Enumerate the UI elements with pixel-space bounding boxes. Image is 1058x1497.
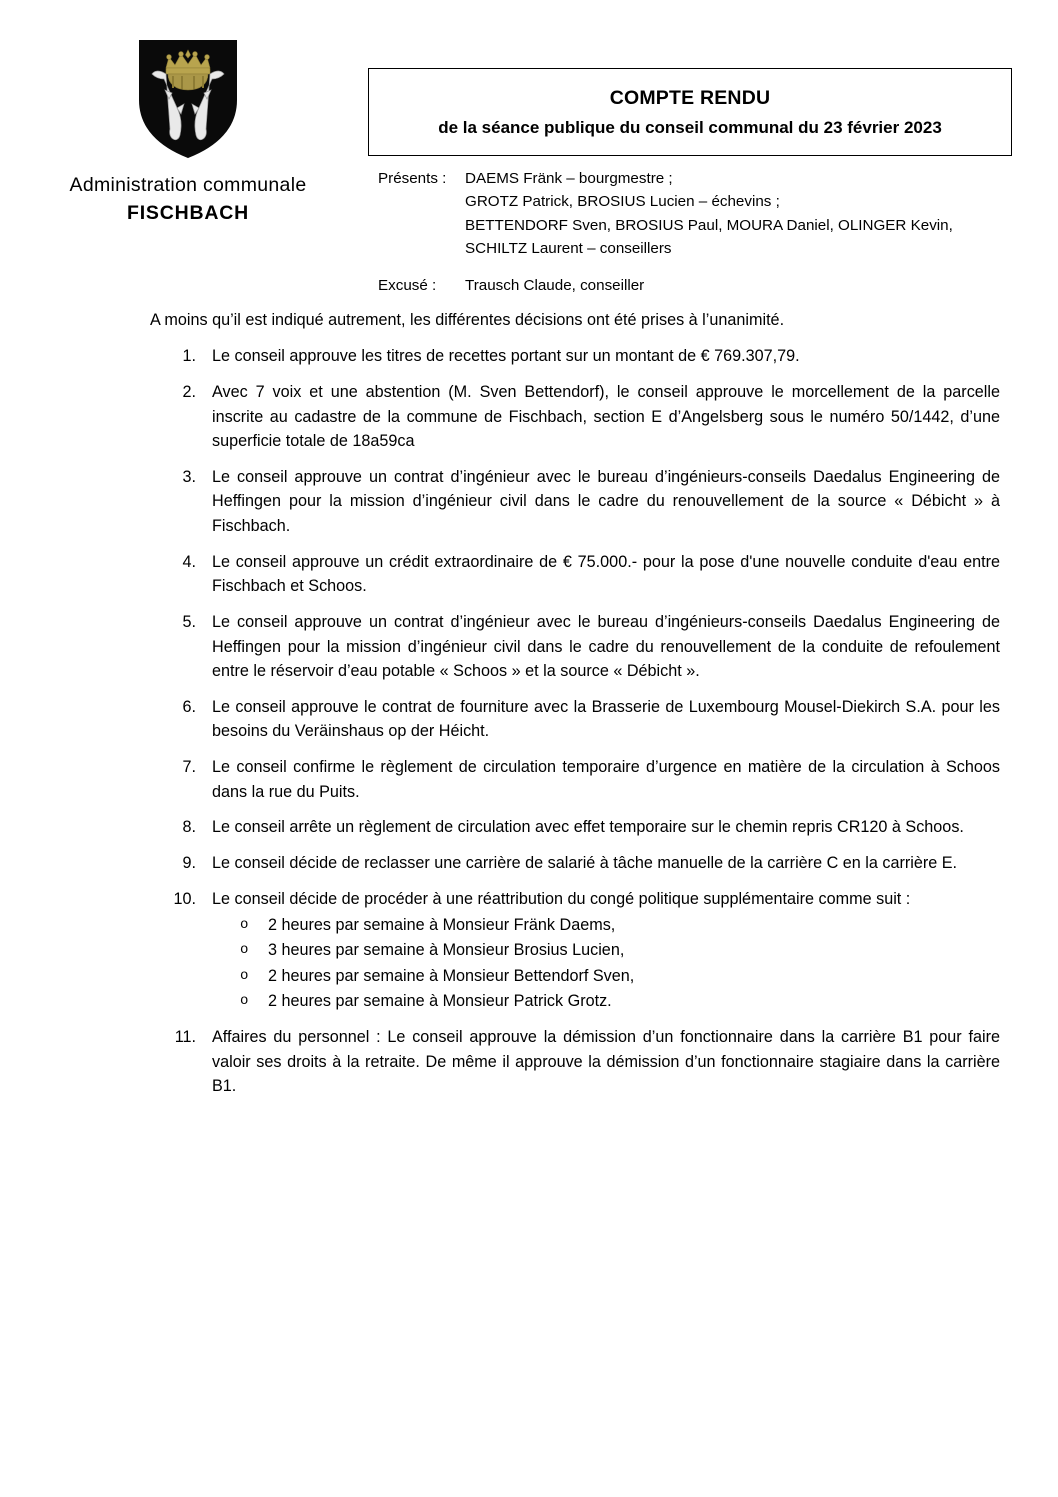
document-subtitle: de la séance publique du conseil communal du 23 février 2023 xyxy=(438,117,942,137)
decision-text: Le conseil approuve les titres de recettes portant sur un montant de € 769.307,79. xyxy=(212,347,800,366)
attendee-line: Trausch Claude, conseiller xyxy=(465,277,645,294)
attendance-row-excused xyxy=(378,274,1018,297)
attendee-line: GROTZ Patrick, BROSIUS Lucien – échevins ; xyxy=(465,193,780,211)
decision-text: Le conseil approuve un contrat d’ingénieur avec le bureau d’ingénieurs-conseils Daedalus Engineering de Heffingen pour la mission d’ingénieur civil dans le cadre du renouvellement de la source « Débicht » à Fischbach. xyxy=(212,467,1000,536)
commune-name xyxy=(38,172,338,227)
circle-bullet-icon: o xyxy=(240,967,249,984)
commune-line-2: FISCHBACH xyxy=(126,201,250,224)
sub-item xyxy=(212,938,1000,963)
document-title-box xyxy=(368,68,1012,156)
decision-text: Le conseil approuve le contrat de fourniture avec la Brasserie de Luxembourg Mousel-Diekirch S.A. pour les besoins du Veräinshaus op der Héicht. xyxy=(212,697,1000,741)
decision-text: Le conseil décide de procéder à une réattribution du congé politique supplémentaire comme suit : xyxy=(212,889,911,908)
commune-identity-block xyxy=(38,38,338,227)
attendee-line: DAEMS Fränk – bourgmestre ; xyxy=(465,170,673,187)
attendance-label-present: Présents : xyxy=(378,170,447,187)
attendee-line: BETTENDORF Sven, BROSIUS Paul, MOURA Daniel, OLINGER Kevin, xyxy=(465,216,953,234)
decision-item xyxy=(150,465,1000,539)
attendance-value-excused xyxy=(465,274,1018,297)
sub-item-text: 2 heures par semaine à Monsieur Bettendorf Sven, xyxy=(268,966,635,985)
decision-item xyxy=(150,610,1000,684)
decision-text: Avec 7 voix et une abstention (M. Sven Bettendorf), le conseil approuve le morcellement de la parcelle inscrite au cadastre de la commune de Fischbach, section E d’Angelsberg sous le numéro 50/1442, d’une superficie totale de 18a59ca xyxy=(212,382,1000,451)
decision-item xyxy=(150,887,1000,1015)
attendance-value-present xyxy=(465,167,1018,260)
decision-item xyxy=(150,550,1000,599)
decision-text: Le conseil confirme le règlement de circulation temporaire d’urgence en matière de la circulation à Schoos dans la rue du Puits. xyxy=(212,758,1000,801)
decision-text: Le conseil décide de reclasser une carrière de salarié à tâche manuelle de la carrière C en la carrière E. xyxy=(212,853,958,872)
attendance-row-present xyxy=(378,167,1018,260)
decision-text: Le conseil approuve un contrat d’ingénieur avec le bureau d’ingénieurs-conseils Daedalus Engineering de Heffingen pour la mission d’ingénieur civil dans le cadre du renouvellement de la conduite de refoulement entre le réservoir d’eau potable « Schoos » et la source « Débicht ». xyxy=(212,612,1000,681)
decision-item xyxy=(150,344,1000,369)
attendee-line: SCHILTZ Laurent – conseillers xyxy=(465,239,672,257)
circle-bullet-icon: o xyxy=(240,942,249,959)
decision-item xyxy=(150,695,1000,744)
sub-item xyxy=(212,913,1000,938)
decision-sublist xyxy=(212,913,1000,1014)
decision-item xyxy=(150,380,1000,454)
document-body xyxy=(150,308,1000,1110)
sub-item xyxy=(212,964,1000,989)
attendance-block xyxy=(378,167,1018,297)
fischbach-coat-of-arms-icon xyxy=(136,38,240,160)
circle-bullet-icon: o xyxy=(240,917,249,934)
document-title: COMPTE RENDU xyxy=(609,86,771,109)
decision-text: Affaires du personnel : Le conseil approuve la démission d’un fonctionnaire dans la carrière B1 pour faire valoir ses droits à la retraite. De même il approuve la démission d’un fonctionnaire stagiaire dans la carrière B1. xyxy=(212,1028,1000,1096)
sub-item-text: 2 heures par semaine à Monsieur Fränk Daems, xyxy=(268,916,616,935)
decision-text: Le conseil approuve un crédit extraordinaire de € 75.000.- pour la pose d'une nouvelle conduite d'eau entre Fischbach et Schoos. xyxy=(212,552,1000,596)
decision-item xyxy=(150,1025,1000,1099)
decision-text: Le conseil arrête un règlement de circulation avec effet temporaire sur le chemin repris CR120 à Schoos. xyxy=(212,818,964,837)
attendance-label-excused: Excusé : xyxy=(378,277,437,294)
document-header xyxy=(0,0,1058,300)
sub-item-text: 3 heures par semaine à Monsieur Brosius Lucien, xyxy=(268,941,625,960)
decision-item xyxy=(150,851,1000,876)
commune-line-1: Administration communale xyxy=(69,174,307,196)
decision-item xyxy=(150,815,1000,840)
sub-item-text: 2 heures par semaine à Monsieur Patrick Grotz. xyxy=(268,991,612,1010)
intro-paragraph: A moins qu’il est indiqué autrement, les différentes décisions ont été prises à l’unanimité. xyxy=(150,311,785,329)
circle-bullet-icon: o xyxy=(240,992,249,1009)
sub-item xyxy=(212,989,1000,1014)
decisions-list xyxy=(150,344,1000,1099)
decision-item xyxy=(150,755,1000,804)
